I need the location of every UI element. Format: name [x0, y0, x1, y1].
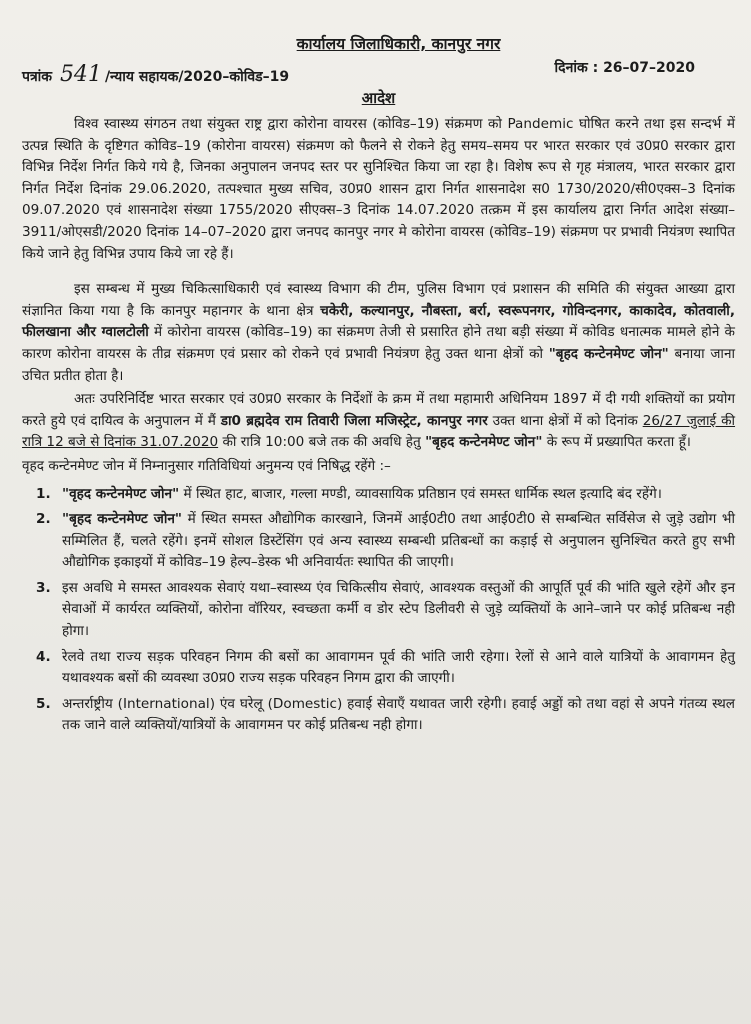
district-magistrate-name: डा0 ब्रह्मदेव राम तिवारी जिला मजिस्ट्रेट, कानपुर नगर	[220, 412, 488, 429]
activities-list	[22, 484, 735, 738]
list-item	[22, 647, 735, 690]
list-item	[22, 484, 735, 506]
item-text: अन्तर्राष्ट्रीय (International) एंव घरेलू (Domestic) हवाई सेवाएँ यथावत जारी रहेगी। हवाई अड्डों को तथा वहां से अपने गंतव्य स्थल तक जाने वाले व्यक्तियों/यात्रियों के आवागमन पर कोई प्रतिबन्ध नही होगा।	[62, 695, 735, 734]
police-station-areas: चकेरी, कल्यानपुर, नौबस्ता, बर्रा, स्वरूपनगर, गोविन्दनगर, काकादेव, कोतवाली, फीलखाना और ग्वालटोली	[22, 302, 735, 341]
declaration-text-4: के रूप में प्रख्यापित करता हूँ।	[546, 434, 691, 451]
findings-text-3: बनाया जाना उचित प्रतीत होता है।	[22, 345, 736, 384]
declaration-text-3: की रात्रि 10:00 बजे तक की अवधि हेतु	[222, 434, 421, 451]
containment-period: 26/27 जुलाई की रात्रि 12 बजे से दिनांक 31.07.2020	[22, 412, 736, 451]
office-heading: कार्यालय जिलाधिकारी, कानपुर नगर	[296, 35, 501, 53]
item-text: में स्थित समस्त औद्योगिक कारखाने, जिनमें आई0टी0 तथा आई0टी0 से सम्बन्धित सर्विसेज से जुड़े उद्योग भी सम्मिलित हैं, चलते रहेंगे। इनमें सोशल डिस्टेंसिंग एवं अन्य स्वास्थ्य सम्बन्धी प्रतिबन्धों का कड़ाई से अनुपालन सुनिश्चित करते हुए सभी औद्योगिक इकाइयों में कोविड–19 हेल्प–डेस्क भी अनिवार्यतः स्थापित की जाएगी।	[62, 511, 735, 571]
item-text: इस अवधि मे समस्त आवश्यक सेवाएं यथा–स्वास्थ्य एंव चिकित्सीय सेवाएं, आवश्यक वस्तुओं की आपूर्ति पूर्व की भांति खुले रहेगें और इन सेवाओं में कार्यरत व्यक्तियों, कोरोना वॉरियर, स्वच्छता कर्मी व डोर स्टेप डिलीवरी से जुड़े व्यक्तियों के आने–जाने पर कोई प्रतिबन्ध नही होगा।	[62, 579, 735, 640]
containment-zone-label: "बृहद कन्टेनमेण्ट जोन"	[548, 345, 669, 362]
item-number: 2.	[36, 511, 51, 528]
list-item	[22, 694, 735, 737]
item-zone-label: "बृहद कन्टेनमेण्ट जोन"	[62, 511, 182, 528]
paragraph-findings	[22, 279, 735, 387]
item-number: 3.	[36, 579, 51, 596]
ref-prefix: पत्रांक	[22, 69, 53, 85]
item-number: 5.	[36, 695, 51, 712]
item-text: में स्थित हाट, बाजार, गल्ला मण्डी, व्यावसायिक प्रतिष्ठान एवं समस्त धार्मिक स्थल इत्यादि बंद रहेंगे।	[183, 485, 662, 502]
list-item	[22, 578, 735, 643]
findings-text-2: में कोरोना वायरस (कोविड–19) का संक्रमण तेजी से प्रसारित होने तथा बड़ी संख्या में कोविड धनात्मक मामले होने के कारण कोरोना वायरस के तीव्र संक्रमण एवं प्रसार को रोकने एवं प्रभावी नियंत्रण हेतु उक्त थाना क्षेत्रों को	[22, 324, 735, 362]
reference-line	[22, 56, 735, 86]
activities-intro: वृहद कन्टेनमेण्ट जोन में निम्नानुसार गतिविधियां अनुमन्य एवं निषिद्ध रहेंगे :–	[22, 457, 391, 474]
handwritten-ref-number: 541	[59, 62, 102, 87]
declaration-text-2: उक्त थाना क्षेत्रों में को दिनांक	[492, 412, 638, 429]
findings-text-1: इस सम्बन्ध में मुख्य चिकित्साधिकारी एवं स्वास्थ्य विभाग की टीम, पुलिस विभाग एवं प्रशासन की समिति की संयुक्त आख्या द्वारा संज्ञानित किया गया है कि कानपुर महानगर के थाना क्षेत्र	[22, 281, 735, 319]
item-zone-label: "वृहद कन्टेनमेण्ट जोन"	[62, 485, 180, 502]
item-text: रेलवे तथा राज्य सड़क परिवहन निगम की बसों का आवागमन पूर्व की भांति जारी रहेगा। रेलों से आने वाले यात्रियों के आवागमन हेतु यथावश्यक बसों की व्यवस्था उ0प्र0 राज्य सड़क परिवहन निगम द्वारा की जाएगी।	[62, 648, 735, 687]
list-item	[22, 509, 735, 574]
paragraph-preamble: विश्व स्वास्थ्य संगठन तथा संयुक्त राष्ट्र द्वारा कोरोना वायरस (कोविड–19) संक्रमण को Pandemic घोषित करने तथा इस सन्दर्भ में उत्पन्न स्थिति के दृष्टिगत कोविड–19 (कोरोना वायरस) संक्रमण को फैलने से रोकने हेतु समय–समय पर भारत सरकार एवं उ0प्र0 सरकार द्वारा विभिन्न निर्देश निर्गत किये गये है, जिनका अनुपालन जनपद स्तर पर सुनिश्चित किया जा रहा है। विशेष रूप से गृह मंत्रालय, भारत सरकार द्वारा निर्गत निर्देश दिनांक 29.06.2020, तत्पश्चात मुख्य सचिव, उ0प्र0 शासन द्वारा निर्गत शासनादेश स0 1730/2020/सी0एक्स–3 दिनांक 09.07.2020 एवं शासनादेश संख्या 1755/2020 सीएक्स–3 दिनांक 14.07.2020 तत्क्रम में इस कार्यालय द्वारा निर्गत आदेश संख्या–3911/ओएसडी/2020 दिनांक 14–07–2020 द्वारा जनपद कानपुर नगर मे कोरोना वायरस (कोविड–19) संक्रमण पर प्रभावी नियंत्रण स्थापित किये जाने हेतु विभिन्न उपाय किये जा रहे हैं।	[22, 116, 735, 262]
order-title: आदेश	[361, 89, 396, 107]
ref-suffix: /न्याय सहायक/2020–कोविड–19	[104, 69, 290, 85]
order-date: दिनांक : 26–07–2020	[554, 60, 695, 76]
item-number: 1.	[36, 485, 51, 502]
containment-zone-label: "बृहद कन्टेनमेण्ट जोन"	[425, 434, 543, 451]
declaration-text-1: अतः उपरिनिर्दिष्ट भारत सरकार एवं उ0प्र0 सरकार के निर्देशों के क्रम में तथा महामारी अधिनियम 1897 में दी गयी शक्तियों का प्रयोग करते हुये एवं दायित्व के अनुपालन में मैं	[22, 391, 735, 429]
item-number: 4.	[36, 648, 51, 665]
reference-number	[22, 62, 289, 87]
paragraph-declaration	[22, 389, 735, 454]
